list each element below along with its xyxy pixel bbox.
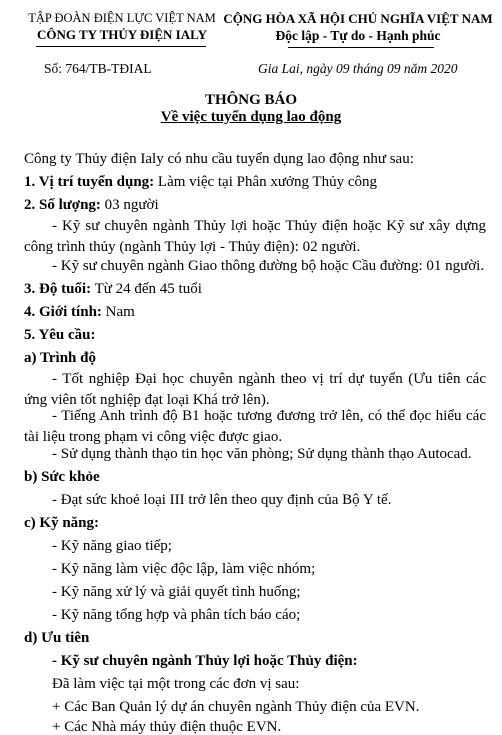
- section-2-value: 03 người: [100, 197, 159, 213]
- subsection-c-item-2: - Kỹ năng làm việc độc lập, làm việc nhóm;: [52, 561, 316, 577]
- subsection-c-item-1: - Kỹ năng giao tiếp;: [52, 538, 172, 554]
- subsection-d-item-1: - Kỹ sư chuyên ngành Thủy lợi hoặc Thủy điện:: [52, 653, 358, 669]
- section-4-label: 4. Giới tính:: [24, 304, 102, 320]
- subsection-d-sub-2-text: + Các Nhà máy thủy điện thuộc EVN.: [52, 719, 282, 735]
- section-1: [24, 175, 377, 190]
- document-subtitle: [0, 110, 502, 125]
- section-3: [24, 282, 202, 297]
- document-number: Số: 764/TB-TĐIAL: [44, 61, 152, 76]
- subsection-d-sub-2: [52, 718, 282, 735]
- motto-underline: [288, 47, 434, 48]
- section-3-value: Từ 24 đến 45 tuổi: [91, 281, 202, 297]
- subsection-a-label: a) Trình độ: [24, 350, 96, 366]
- subsection-c-label: c) Kỹ năng:: [24, 515, 99, 531]
- subsection-d-intro: Đã làm việc tại một trong các đơn vị sau:: [52, 676, 300, 692]
- subsection-c-item-4: - Kỹ năng tổng hợp và phân tích báo cáo;: [52, 607, 301, 623]
- subsection-a-item-1: - Tốt nghiệp Đại học chuyên ngành theo vị trí dự tuyển (Ưu tiên các ứng viên tốt nghiệp đạt loại Khá trở lên).: [24, 371, 486, 408]
- section-4: [24, 305, 135, 320]
- subsection-a-item-3: - Sử dụng thành thạo tin học văn phòng; Sử dụng thành thạo Autocad.: [52, 446, 472, 462]
- national-motto: Độc lập - Tự do - Hạnh phúc: [275, 28, 441, 43]
- document-subtitle-text: Về việc tuyển dụng lao động: [160, 109, 342, 125]
- section-4-value: Nam: [101, 304, 135, 320]
- org-parent: TẬP ĐOÀN ĐIỆN LỰC VIỆT NAM: [28, 11, 216, 25]
- section-1-label: 1. Vị trí tuyển dụng:: [24, 174, 155, 190]
- subsection-a-item-2: - Tiếng Anh trình độ B1 hoặc tương đương trở lên, có thể đọc hiểu các tài liệu trong phạm vi công việc được giao.: [24, 408, 486, 445]
- subsection-c-item-3: - Kỹ năng xử lý và giải quyết tình huống;: [52, 584, 301, 600]
- intro-paragraph: Công ty Thủy điện Ialy có nhu cầu tuyển dụng lao động như sau:: [24, 151, 414, 167]
- org-underline: [36, 46, 206, 47]
- section-2-item-2: - Kỹ sư chuyên ngành Giao thông đường bộ hoặc Cầu đường: 01 người.: [52, 258, 485, 274]
- subsection-d-label: d) Ưu tiên: [24, 630, 90, 646]
- section-1-value: Làm việc tại Phân xưởng Thủy công: [154, 174, 377, 190]
- section-3-label: 3. Độ tuổi:: [24, 281, 92, 297]
- place-date: Gia Lai, ngày 09 tháng 09 năm 2020: [258, 61, 458, 76]
- section-2-label: 2. Số lượng:: [24, 197, 101, 213]
- section-2-item-1: - Kỹ sư chuyên ngành Thủy lợi hoặc Thủy điện hoặc Kỹ sư xây dựng công trình thủy (ngành Thủy lợi - Thủy điện): 02 người.: [24, 218, 486, 255]
- country-name: CỘNG HÒA XÃ HỘI CHỦ NGHĨA VIỆT NAM: [223, 11, 493, 26]
- subsection-b-label: b) Sức khỏe: [24, 469, 100, 485]
- subsection-d-sub-1: + Các Ban Quản lý dự án chuyên ngành Thủy điện của EVN.: [52, 699, 420, 715]
- document-title: THÔNG BÁO: [204, 92, 298, 108]
- section-5-label: 5. Yêu cầu:: [24, 327, 96, 343]
- org-name: CÔNG TY THỦY ĐIỆN IALY: [36, 27, 207, 42]
- section-2: [24, 198, 159, 213]
- subsection-b-item-1: - Đạt sức khoẻ loại III trở lên theo quy định của Bộ Y tế.: [52, 492, 392, 508]
